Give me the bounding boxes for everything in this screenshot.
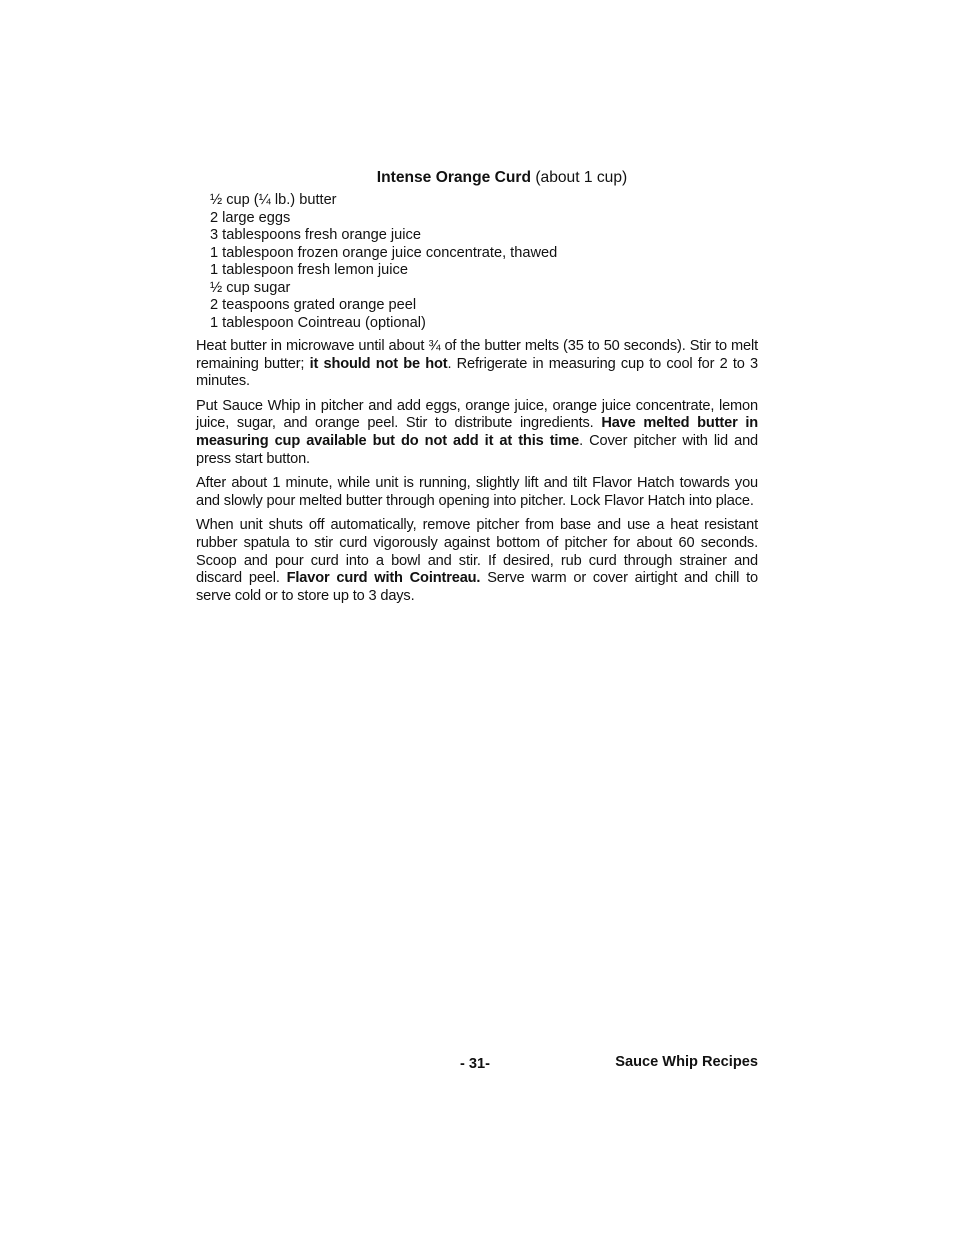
step-paragraph-1 [196, 338, 758, 391]
recipe-title [196, 168, 758, 188]
ingredient-item: 2 teaspoons grated orange peel [210, 297, 417, 313]
step-text: . Refrigerate in measuring cup to cool for 2 to 3 minutes. [196, 355, 758, 390]
ingredient-item: ½ cup sugar [210, 279, 291, 296]
recipe-title-yield: (about 1 cup) [531, 169, 628, 186]
ingredient-item: 2 large eggs [210, 209, 291, 226]
step-paragraph-2 [196, 398, 758, 468]
page-footer [196, 1054, 758, 1074]
recipe-content [196, 168, 758, 612]
ingredient-item: ½ cup (¼ lb.) butter [210, 192, 337, 208]
step-text: After about 1 minute, while unit is running, slightly lift and tilt Flavor Hatch towards you and slowly pour melted butter through opening into pitcher. Lock Flavor Hatch into place. [196, 475, 758, 509]
step-text: . Cover pitcher with lid and press start button. [196, 432, 758, 467]
step-paragraph-3 [196, 475, 758, 510]
ingredient-list [210, 192, 758, 332]
step-emphasis: Have melted butter in measuring cup available but do not add it at this time [196, 415, 758, 449]
step-text: When unit shuts off automatically, remove pitcher from base and use a heat resistant rubber spatula to stir curd vigorously against bottom of pitcher for about 60 seconds. Scoop and pour curd into a bowl and stir. If desired, rub curd through strainer and discard peel. [196, 517, 758, 587]
step-emphasis: it should not be hot [309, 355, 448, 372]
step-text: Put Sauce Whip in pitcher and add eggs, orange juice, orange juice concentrate, lemon juice, sugar, and orange peel. Stir to distribute ingredients. [196, 397, 758, 432]
recipe-title-name: Intense Orange Curd [376, 169, 531, 186]
step-text: Serve warm or cover airtight and chill to serve cold or to store up to 3 days. [196, 570, 758, 604]
section-name: Sauce Whip Recipes [615, 1054, 758, 1070]
step-paragraph-4 [196, 517, 758, 605]
ingredient-item: 1 tablespoon Cointreau (optional) [210, 314, 426, 331]
ingredient-item: 3 tablespoons fresh orange juice [210, 227, 421, 243]
step-emphasis: Flavor curd with Cointreau. [286, 570, 481, 587]
ingredient-item: 1 tablespoon frozen orange juice concentrate, thawed [210, 244, 558, 261]
page-number: - 31- [460, 1056, 491, 1072]
step-text: Heat butter in microwave until about ¾ of the butter melts (35 to 50 seconds). Stir to melt remaining butter; [196, 338, 758, 372]
ingredient-item: 1 tablespoon fresh lemon juice [210, 262, 408, 278]
